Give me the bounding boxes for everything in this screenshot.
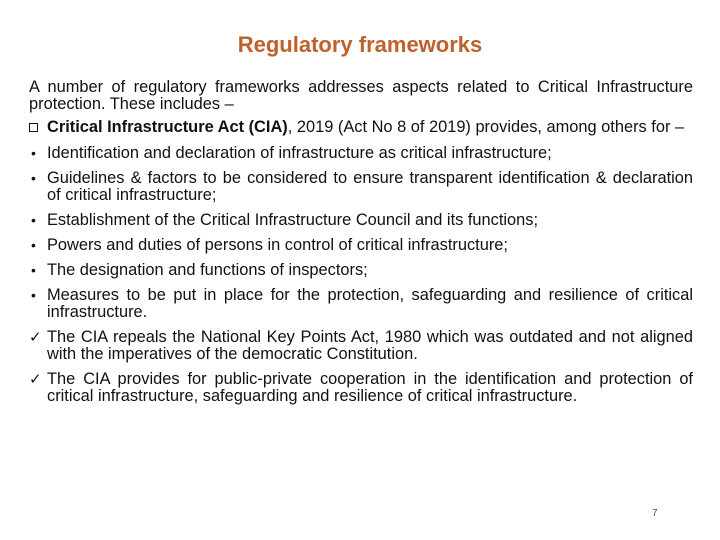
bullet-icon: • (31, 262, 36, 278)
check-item (29, 329, 693, 363)
act-item (29, 119, 693, 136)
bullet-icon: • (31, 237, 36, 253)
bullet-icon: • (31, 287, 36, 303)
check-text: The CIA provides for public-private cooperation in the identification and protection of critical infrastructure, safeguarding and resilience of critical infrastructure. (47, 370, 693, 405)
act-name: Critical Infrastructure Act (CIA) (47, 118, 288, 136)
bullet-item (29, 212, 693, 229)
bullet-text: Guidelines & factors to be considered to ensure transparent identification & declaration of critical infrastructure; (47, 169, 693, 204)
bullet-text: Identification and declaration of infrastructure as critical infrastructure; (47, 144, 552, 162)
page-number: 7 (652, 508, 658, 519)
bullet-item (29, 237, 693, 254)
slide-body (29, 79, 693, 405)
checkmark-icon: ✓ (29, 371, 42, 388)
act-description: , 2019 (Act No 8 of 2019) provides, among others for – (287, 118, 685, 136)
bullet-item (29, 262, 693, 279)
bullet-item (29, 287, 693, 321)
bullet-text: Establishment of the Critical Infrastructure Council and its functions; (47, 211, 539, 229)
check-item (29, 371, 693, 405)
square-bullet-icon (29, 119, 47, 136)
intro-paragraph: A number of regulatory frameworks addresses aspects related to Critical Infrastructure protection. These includes – (29, 78, 693, 113)
bullet-icon: • (31, 170, 36, 186)
bullet-text: Measures to be put in place for the protection, safeguarding and resilience of critical infrastructure. (47, 286, 693, 321)
check-text: The CIA repeals the National Key Points Act, 1980 which was outdated and not aligned with the imperatives of the democratic Constitution. (47, 328, 693, 363)
bullet-item (29, 145, 693, 162)
bullet-icon: • (31, 212, 36, 228)
bullet-text: The designation and functions of inspectors; (47, 261, 368, 279)
bullet-item (29, 170, 693, 204)
checkmark-icon: ✓ (29, 329, 42, 346)
bullet-text: Powers and duties of persons in control of critical infrastructure; (47, 236, 508, 254)
slide-title: Regulatory frameworks (237, 32, 483, 57)
bullet-icon: • (31, 145, 36, 161)
